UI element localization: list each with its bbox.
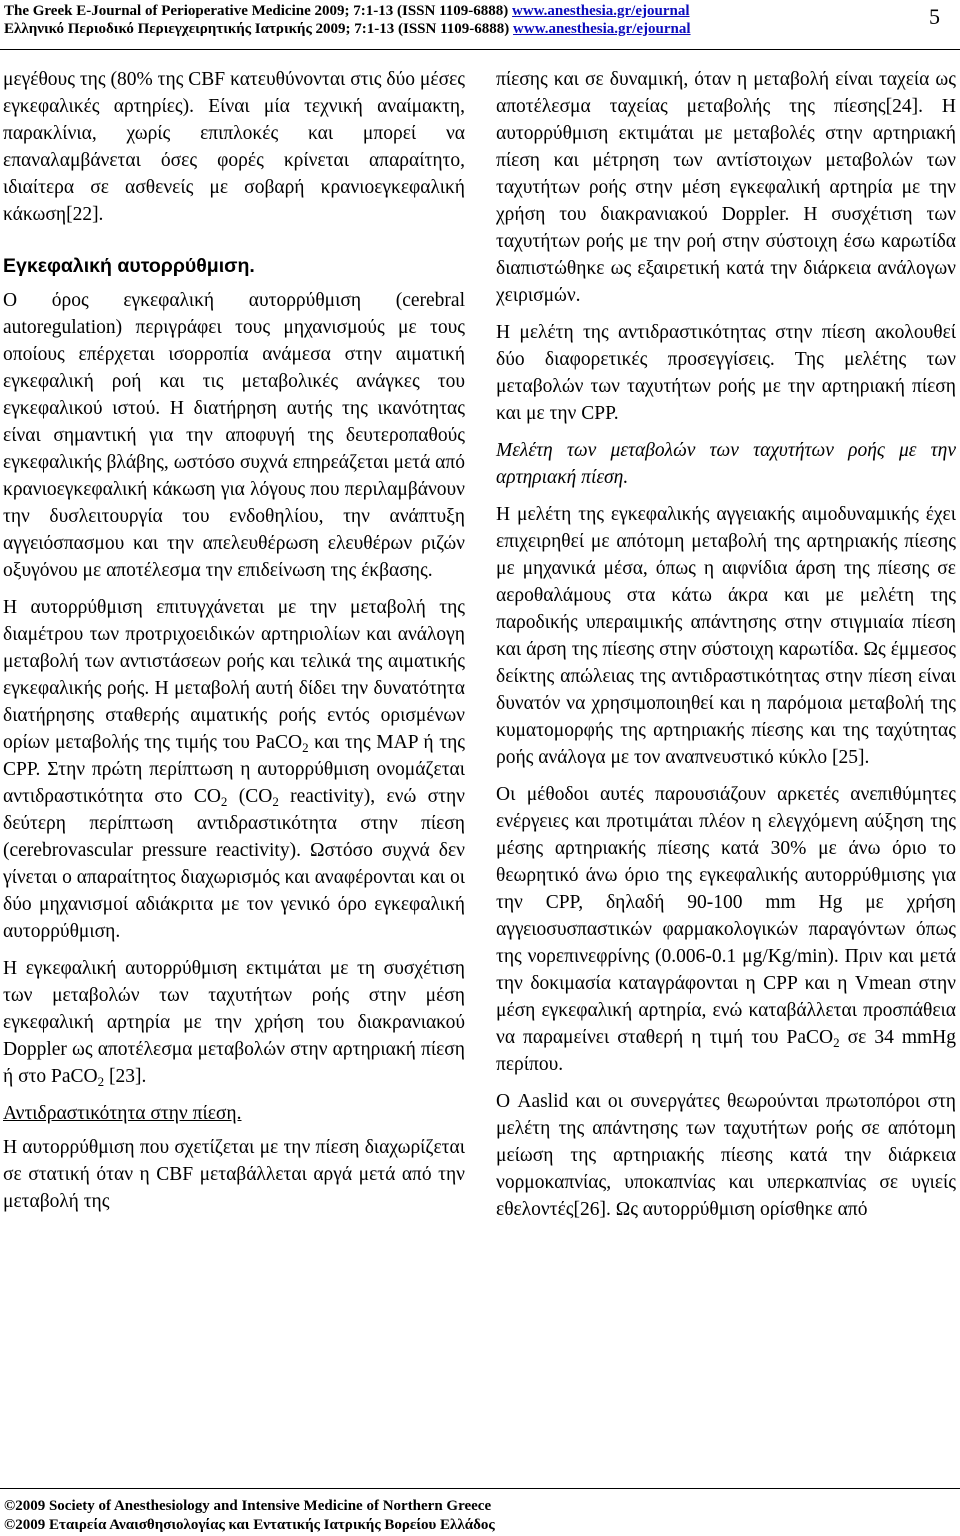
- page-number: 5: [929, 4, 940, 29]
- subscript: 2: [272, 794, 279, 809]
- paragraph: Ο όρος εγκεφαλική αυτορρύθμιση (cerebral autoregulation) περιγράφει τους μηχανισμούς με τους οποίους επέρχεται ισορροπία ανάμεσα στην αιματική εγκεφαλική ροή και τις μεταβολικές ανάγκες του εγκεφαλικού ιστού. Η διατήρηση αυτής της ικανότητας είναι σημαντική για την αποφυγή της δευτεροπαθούς εγκεφαλικής βλάβης, ωστόσο συχνά επηρεάζεται μετά από κρανιοεγκεφαλική κάκωση για λόγους που περιλαμβάνουν την δυσλειτουργία του ενδοθηλίου, την ανάπτυξη αγγειόσπασμου και την απελευθέρωση ελευθέρων ριζών οξυγόνου με αποτέλεσμα την επιδείνωση της έκβασης.: [3, 290, 465, 581]
- subscript: 2: [220, 794, 228, 809]
- paragraph: Η αυτορρύθμιση επιτυγχάνεται με την μεταβολή της διαμέτρου των προτριχοειδικών αρτηριολίων και ανάλογη μεταβολή των αντιστάσεων ροής και τελικά της αιματικής εγκεφαλικής ροής. Η μεταβολή αυτή δίδει την δυνατότητα διατήρησης σταθερής αιματικής ροής εντός ορισμένων ορίων μεταβολής της τιμής του PaCO$_2$ και της MAP ή της CPP. Στην πρώτη περίπτωση η αυτορρύθμιση ονομάζεται αντιδραστικότητα στο $CO_2$ ($CO_2$ reactivity), ενώ στην δεύτερη περίπτωση αντιδραστικότητα στην πίεση (cerebrovascular pressure reactivity). Ωστόσο συχνά δεν γίνεται ο απαραίτητος διαχωρισμός και αναφέρονται και οι δύο μηχανισμοί αδιάκριτα με τον γενικό όρο εγκεφαλική αυτορρύθμιση.: [3, 597, 465, 942]
- journal-line-greek: [4, 20, 691, 39]
- journal-citation-greek: Ελληνικό Περιοδικό Περιεγχειρητικής Ιατρικής 2009; 7:1-13 (ISSN 1109-6888): [4, 21, 514, 37]
- left-column: [3, 66, 465, 1215]
- subscript: 2: [833, 1035, 840, 1050]
- subscript: 2: [302, 740, 309, 755]
- paragraph: Η αυτορρύθμιση που σχετίζεται με την πίεση διαχωρίζεται σε στατική όταν η CBF μεταβάλλεται αργά μετά από την μεταβολή της: [3, 1137, 465, 1212]
- copyright-english: ©2009 Society of Anesthesiology and Intensive Medicine of Northern Greece: [4, 1498, 492, 1514]
- copyright-greek: ©2009 Εταιρεία Αναισθησιολογίας και Εντατικής Ιατρικής Βορείου Ελλάδος: [4, 1517, 495, 1533]
- journal-line-english: [4, 2, 690, 21]
- journal-link-english[interactable]: www.anesthesia.gr/ejournal: [512, 3, 690, 19]
- footer-rule: [0, 1488, 960, 1489]
- subscript: 2: [97, 1074, 105, 1089]
- right-column: [496, 66, 956, 1223]
- paragraph: μεγέθους της (80% της CBF κατευθύνονται στις δύο μέσες εγκεφαλικές αρτηρίες). Είναι μία τεχνική αναίμακτη, παρακλίνια, χωρίς επιπλοκές και μπορεί να επαναλαμβάνεται όσες φορές κρίνεται απαραίτητο, ιδιαίτερα σε ασθενείς με σοβαρή κρανιοεγκεφαλική κάκωση[22].: [3, 69, 465, 225]
- paragraph: Οι μέθοδοι αυτές παρουσιάζουν αρκετές ανεπιθύμητες ενέργειες και προτιμάται πλέον η ελεγχόμενη αύξηση της μέσης αρτηριακής πίεσης κατά 30% με άνω όριο το θεωρητικό άνω όριο της εγκεφαλικής αυτορρύθμισης για την CPP, δηλαδή 90-100 mm Hg με χρήση αγγειοσυσπαστικών φαρμακολογικών παραγόντων όπως της νορεπινεφρίνης (0.006-0.1 μg/Kg/min). Πριν και μετά την δοκιμασία καταγράφονται η CPP και η Vmean στην μέση εγκεφαλική αρτηρία, ενώ καταβάλλεται προσπάθεια να παραμείνει σταθερή η τιμή του PaCO$_2$ σε 34 mmHg περίπου.: [496, 784, 956, 1075]
- section-heading: Εγκεφαλική αυτορρύθμιση.: [3, 255, 255, 277]
- subsection-heading: Μελέτη των μεταβολών των ταχυτήτων ροής με την αρτηριακή πίεση.: [496, 440, 956, 488]
- header-rule: [0, 49, 960, 50]
- running-header: [0, 0, 960, 60]
- paragraph: Ο Aaslid και οι συνεργάτες θεωρούνται πρωτοπόροι στη μελέτη της απάντησης των ταχυτήτων ροής σε απότομη μείωση της αρτηριακής πίεσης κατά την διάρκεια νορμοκαπνίας, υποκαπνίας και υπερκαπνίας σε υγιείς εθελοντές[26]. Ως αυτορρύθμιση ορίσθηκε από: [496, 1091, 956, 1220]
- paragraph: Η μελέτη της αντιδραστικότητας στην πίεση ακολουθεί δύο διαφορετικές προσεγγίσεις. Της μελέτης των μεταβολών των ταχυτήτων ροής με την αρτηριακή πίεση και με την CPP.: [496, 322, 956, 424]
- paragraph: πίεσης και σε δυναμική, όταν η μεταβολή είναι ταχεία ως αποτέλεσμα ταχείας μεταβολής της πίεσης[24]. Η αυτορρύθμιση εκτιμάται με μεταβολές στην αρτηριακή πίεση και μέτρηση των αντίστοιχων μεταβολών των ταχυτήτων ροής στην μέση εγκεφαλική αρτηρία με την χρήση του διακρανιακού Doppler. Η συσχέτιση των ταχυτήτων ροής με την ροή στην σύστοιχη έσω καρωτίδα διαπιστώθηκε ως εξαιρετική κατά την διάρκεια ανάλογων χειρισμών.: [496, 69, 956, 306]
- paragraph: Η μελέτη της εγκεφαλικής αγγειακής αιμοδυναμικής έχει επιχειρηθεί με απότομη μεταβολή της αρτηριακής πίεσης με μηχανικά μέσα, όπως η αιφνίδια άρση της πίεσης σε αεροθαλάμους στα κάτω άκρα και με μελέτη της παροδικής υπεραιμικής απάντησης στην στιγμιαία πίεση και άρση της πίεσης στην σύστοιχη καρωτίδα. Ως έμμεσος δείκτης απώλειας της αντιδραστικότητας στην πίεση είναι δυνατόν να χρησιμοποιηθεί και η παρόμοια μεταβολή της κυματομορφής της αρτηριακής πίεσης και της ταχύτητας ροής ανάλογα με τον αναπνευστικό κύκλο [25].: [496, 504, 956, 768]
- journal-citation-english: The Greek E-Journal of Perioperative Medicine 2009; 7:1-13 (ISSN 1109-6888): [4, 3, 512, 19]
- subsection-heading: Αντιδραστικότητα στην πίεση.: [3, 1103, 242, 1124]
- journal-link-greek[interactable]: www.anesthesia.gr/ejournal: [513, 21, 691, 37]
- paragraph: Η εγκεφαλική αυτορρύθμιση εκτιμάται με τη συσχέτιση των μεταβολών των ταχυτήτων ροής στην μέση εγκεφαλική αρτηρία με την χρήση του διακρανιακού Doppler ως αποτέλεσμα μεταβολών στην αρτηριακή πίεση ή στο PaCO$_2$ [23].: [3, 958, 465, 1089]
